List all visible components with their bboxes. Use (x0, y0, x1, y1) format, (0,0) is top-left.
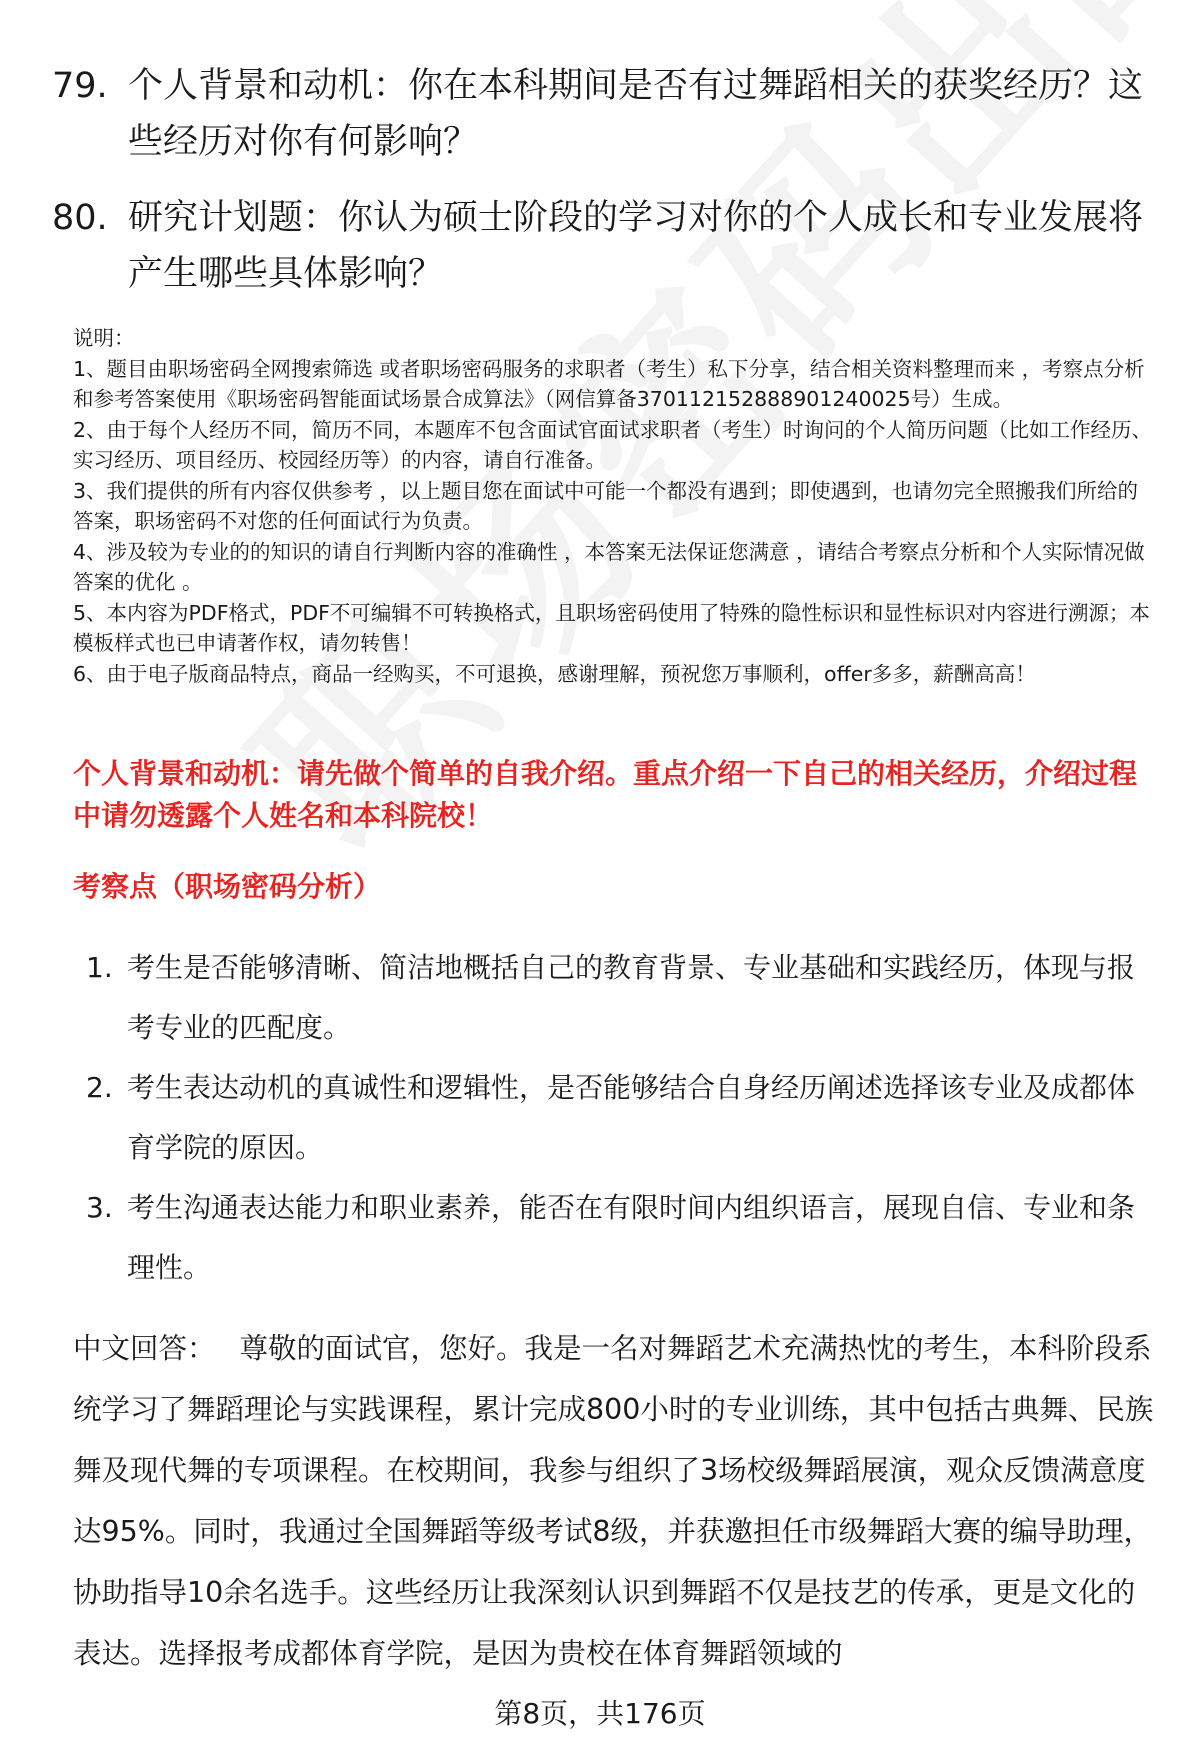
note-item-5: 5、本内容为PDF格式，PDF不可编辑不可转换格式，且职场密码使用了特殊的隐性标识和显性标识对内容进行溯源；本模板样式也已申请著作权，请勿转售！ (73, 600, 1150, 655)
answer-block (73, 1318, 1163, 1684)
note-item-1: 1、题目由职场密码全网搜索筛选 或者职场密码服务的求职者（考生）私下分享，结合相关资料整理而来 ，考察点分析和参考答案使用《职场密码智能面试场景合成算法》（网信算备370112152888901240025号）生成。 (73, 356, 1145, 411)
section-subtitle: 考察点（职场密码分析） (73, 870, 382, 903)
point-number: 3. (86, 1191, 113, 1224)
question-79 (52, 58, 1152, 170)
section-title: 个人背景和动机：请先做个简单的自我介绍。重点介绍一下自己的相关经历，介绍过程中请勿透露个人姓名和本科院校！ (73, 757, 1138, 832)
analysis-point-1 (86, 938, 1161, 1058)
question-text: 个人背景和动机：你在本科期间是否有过舞蹈相关的获奖经历？这些经历对你有何影响？ (128, 66, 1144, 162)
analysis-point-3 (86, 1178, 1161, 1298)
analysis-points (86, 938, 1161, 1298)
point-text: 考生表达动机的真诚性和逻辑性，是否能够结合自身经历阐述选择该专业及成都体育学院的原因。 (127, 1071, 1136, 1164)
question-text: 研究计划题：你认为硕士阶段的学习对你的个人成长和专业发展将产生哪些具体影响？ (128, 198, 1144, 294)
question-number: 80. (52, 198, 108, 238)
point-number: 1. (86, 951, 113, 984)
page-footer: 第8页，共176页 (494, 1697, 706, 1730)
notes-title: 说明： (73, 326, 135, 350)
note-item-4: 4、涉及较为专业的的知识的请自行判断内容的准确性 ，本答案无法保证您满意 ，请结合考察点分析和个人实际情况做答案的优化 。 (73, 539, 1145, 594)
question-number: 79. (52, 66, 108, 106)
point-text: 考生沟通表达能力和职业素养，能否在有限时间内组织语言，展现自信、专业和条理性。 (127, 1191, 1136, 1284)
note-item-6: 6、由于电子版商品特点，商品一经购买，不可退换，感谢理解，预祝您万事顺利，offer多多，薪酬高高！ (73, 661, 1036, 686)
point-text: 考生是否能够清晰、简洁地概括自己的教育背景、专业基础和实践经历，体现与报考专业的匹配度。 (127, 951, 1136, 1044)
note-item-2: 2、由于每个人经历不同，简历不同，本题库不包含面试官面试求职者（考生）时询问的个人简历问题（比如工作经历、实习经历、项目经历、校园经历等）的内容，请自行准备。 (73, 417, 1153, 472)
analysis-point-2 (86, 1058, 1161, 1178)
answer-text: 尊敬的面试官，您好。我是一名对舞蹈艺术充满热忱的考生，本科阶段系统学习了舞蹈理论与实践课程，累计完成800小时的专业训练，其中包括古典舞、民族舞及现代舞的专项课程。在校期间，我参与组织了3场校级舞蹈展演，观众反馈满意度达95%。同时，我通过全国舞蹈等级考试8级，并获邀担任市级舞蹈大赛的编导助理，协助指导10余名选手。这些经历让我深刻认识到舞蹈不仅是技艺的传承，更是文化的表达。选择报考成都体育学院，是因为贵校在体育舞蹈领域的 (73, 1332, 1154, 1670)
answer-label: 中文回答： (73, 1332, 216, 1365)
point-number: 2. (86, 1071, 113, 1104)
question-80 (52, 190, 1152, 302)
notes-block (73, 323, 1158, 689)
note-item-3: 3、我们提供的所有内容仅供参考 ，以上题目您在面试中可能一个都没有遇到；即使遇到，也请勿完全照搬我们所给的答案，职场密码不对您的任何面试行为负责。 (73, 478, 1139, 533)
